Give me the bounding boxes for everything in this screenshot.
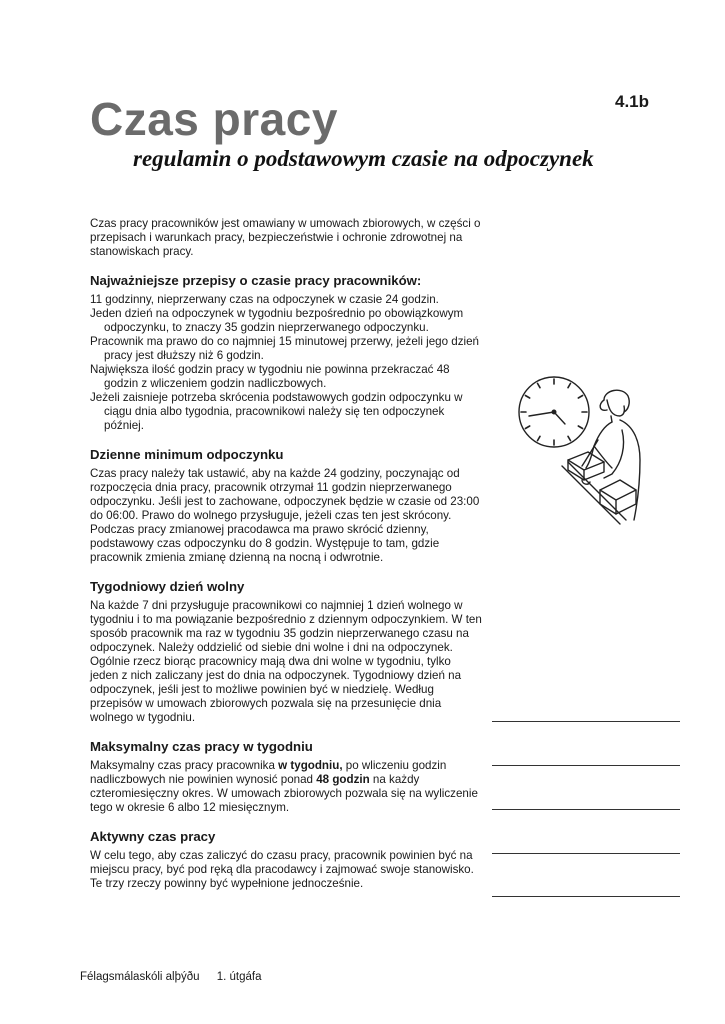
- text-run: po wliczeniu godzin nadliczbowych nie powinien wynosić ponad: [90, 759, 447, 786]
- text-run: Maksymalny czas pracy pracownika: [90, 759, 279, 772]
- page-title: Czas pracy: [90, 93, 338, 145]
- section-heading: Tygodniowy dzień wolny: [90, 579, 245, 594]
- section-active: [90, 829, 482, 891]
- page-code: 4.1b: [615, 92, 650, 111]
- rule-item: 11 godzinny, nieprzerwany czas na odpoczynek w czasie 24 godzin.: [90, 293, 439, 306]
- footer-edition: 1. útgáfa: [216, 971, 262, 983]
- rule-item: Największa ilość godzin pracy w tygodniu nie powinna przekraczać 48 godzin z wliczeniem godzin nadliczbowych.: [90, 363, 450, 390]
- section-heading: Aktywny czas pracy: [90, 829, 216, 844]
- note-line: [492, 721, 680, 722]
- section-paragraph: [90, 759, 482, 815]
- bold-run: 48 godzin: [316, 773, 370, 786]
- section-paragraph: W celu tego, aby czas zaliczyć do czasu pracy, pracownik powinien być na miejscu pracy, być pod ręką dla pracodawcy i zajmować swoje stanowisko. Te trzy rzeczy powinny być wypełnione jednocześnie.: [90, 849, 474, 890]
- rule-item: Pracownik ma prawo do co najmniej 15 minutowej przerwy, jeżeli jego dzień pracy jest dłuższy niż 6 godzin.: [90, 335, 480, 362]
- footer: [80, 971, 262, 983]
- text-run: na każdy czteromiesięczny okres. W umowach zbiorowych pozwala się na wyliczenie tego w okresie 6 albo 12 miesięcznym.: [90, 773, 478, 814]
- section-paragraph: Na każde 7 dni przysługuje pracownikowi co najmniej 1 dzień wolnego w tygodniu i to ma powiązanie bezpośrednio z dziennym odpoczynkiem. W ten sposób pracownik ma raz w tygodniu 35 godzin nieprzerwanego czasu na odpoczynek. Należy oddzielić od siebie dni wolne i dni na odpoczynek. Ogólnie rzecz biorąc pracownicy mają dwa dni wolne w tygodniu, tylko jeden z nich zaliczany jest do dnia na odpoczynek. Tygodniowy dzień na odpoczynek, jeśli jest to możliwe powinien być w niedzielę. Według przepisów w umowach zbiorowych pozwala się na przesunięcie dnia wolnego w tygodniu.: [90, 599, 482, 724]
- note-line: [492, 853, 680, 854]
- section-daily: [90, 447, 482, 565]
- section-heading: Maksymalny czas pracy w tygodniu: [90, 739, 313, 754]
- section-rules: [90, 273, 482, 433]
- note-line: [492, 765, 680, 766]
- rule-item: Jeden dzień na odpoczynek w tygodniu bezpośrednio po obowiązkowym odpoczynku, to znaczy 35 godzin nieprzerwanego odpoczynku.: [90, 307, 464, 334]
- page-subtitle: regulamin o podstawowym czasie na odpoczynek: [133, 146, 594, 171]
- section-paragraph: Podczas pracy zmianowej pracodawca ma prawo skrócić dzienny, podstawowy czas odpoczynku do 8 godzin. Występuje to tam, gdzie pracownik zmienia zmianę dzienną na nocną i odwrotnie.: [90, 523, 440, 564]
- section-heading: Najważniejsze przepisy o czasie pracy pracowników:: [90, 273, 422, 288]
- main-content: [90, 217, 482, 891]
- section-max-week: [90, 739, 482, 815]
- rule-item: Jeżeli zaisnieje potrzeba skrócenia podstawowych godzin odpoczynku w ciągu dnia albo tygodnia, pracownikowi należy się ten odpoczynek później.: [90, 391, 463, 432]
- note-line: [492, 896, 680, 897]
- note-line: [492, 809, 680, 810]
- section-weekly: [90, 579, 482, 725]
- section-heading: Dzienne minimum odpoczynku: [90, 447, 284, 462]
- section-paragraph: Czas pracy należy tak ustawić, aby na każde 24 godziny, poczynając od rozpoczęcia dnia pracy, pracownik otrzymał 11 godzin nieprzerwanego odpoczynku. Jeśli jest to zachowane, odpoczynek będzie w czasie od 23:00 do 06:00. Prawo do wolnego przysługuje, jeżeli czas ten jest skrócony.: [90, 467, 480, 522]
- bold-run: w tygodniu,: [278, 759, 343, 772]
- footer-publisher: Félagsmálaskóli alþýðu: [80, 971, 200, 983]
- intro-paragraph: Czas pracy pracowników jest omawiany w umowach zbiorowych, w części o przepisach i warunkach pracy, bezpieczeństwie i ochronie zdrowotnej na stanowiskach pracy.: [90, 217, 481, 258]
- worker-with-clock-illustration: [512, 370, 682, 540]
